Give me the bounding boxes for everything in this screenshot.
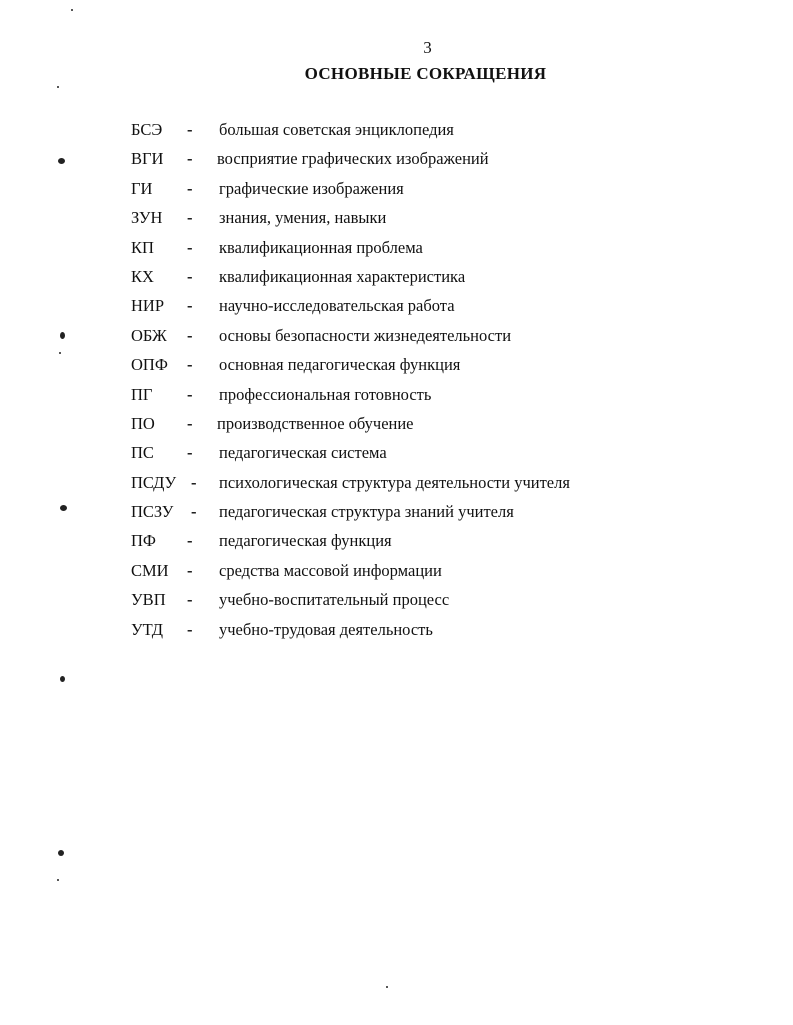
abbreviation-code: ОБЖ xyxy=(131,325,167,345)
abbreviation-definition: учебно-трудовая деятельность xyxy=(219,619,433,639)
abbreviation-code: ВГИ xyxy=(131,149,164,169)
separator-dash: - xyxy=(187,355,193,375)
abbreviation-code: ПСЗУ xyxy=(131,502,174,522)
abbreviation-code: ГИ xyxy=(131,178,153,198)
separator-dash: - xyxy=(187,413,193,433)
abbreviation-code: ПСДУ xyxy=(131,472,177,492)
separator-dash: - xyxy=(187,266,193,286)
abbreviation-code: УТД xyxy=(131,619,163,639)
abbreviation-code: КХ xyxy=(131,266,154,286)
separator-dash: - xyxy=(187,178,193,198)
separator-dash: - xyxy=(187,531,193,551)
scan-speck xyxy=(59,352,61,354)
separator-dash: - xyxy=(187,208,193,228)
abbreviation-code: НИР xyxy=(131,296,165,316)
scan-speck xyxy=(58,158,65,164)
abbreviation-definition: психологическая структура деятельности учителя xyxy=(219,472,570,492)
abbreviation-code: ПГ xyxy=(131,384,153,404)
page-number: 3 xyxy=(423,38,432,57)
scan-speck xyxy=(60,676,65,682)
scan-speck xyxy=(386,986,388,988)
abbreviation-definition: профессиональная готовность xyxy=(219,384,432,404)
abbreviation-definition: знания, умения, навыки xyxy=(219,208,387,228)
abbreviation-definition: основная педагогическая функция xyxy=(219,355,461,375)
abbreviation-definition: производственное обучение xyxy=(217,413,414,433)
abbreviation-code: ОПФ xyxy=(131,355,168,375)
separator-dash: - xyxy=(187,149,193,169)
abbreviation-code: ПФ xyxy=(131,531,156,551)
separator-dash: - xyxy=(187,296,193,316)
abbreviation-definition: графические изображения xyxy=(219,178,404,198)
separator-dash: - xyxy=(187,325,193,345)
abbreviation-code: ПС xyxy=(131,443,154,463)
scan-speck xyxy=(57,86,59,88)
separator-dash: - xyxy=(187,590,193,610)
abbreviation-definition: педагогическая функция xyxy=(219,531,392,551)
abbreviation-definition: большая советская энциклопедия xyxy=(219,120,454,139)
separator-dash: - xyxy=(191,502,197,522)
abbreviation-definition: средства массовой информации xyxy=(219,560,442,580)
abbreviation-definition: научно-исследовательская работа xyxy=(219,296,455,316)
page-title: ОСНОВНЫЕ СОКРАЩЕНИЯ xyxy=(304,64,547,83)
separator-dash: - xyxy=(187,560,193,580)
abbreviation-definition: учебно-воспитательный процесс xyxy=(219,590,450,610)
abbreviation-code: БСЭ xyxy=(131,120,163,139)
abbreviation-definition: педагогическая структура знаний учителя xyxy=(219,502,514,522)
scan-speck xyxy=(57,879,59,881)
abbreviation-code: КП xyxy=(131,237,154,257)
separator-dash: - xyxy=(187,619,193,639)
scan-speck xyxy=(60,332,65,339)
scan-speck xyxy=(71,9,73,11)
scan-speck xyxy=(60,505,67,511)
separator-dash: - xyxy=(187,120,193,139)
abbreviation-code: ЗУН xyxy=(131,208,163,228)
separator-dash: - xyxy=(187,384,193,404)
scan-speck xyxy=(58,850,64,856)
separator-dash: - xyxy=(187,237,193,257)
separator-dash: - xyxy=(191,472,197,492)
abbreviation-code: ПО xyxy=(131,413,155,433)
separator-dash: - xyxy=(187,443,193,463)
abbreviation-definition: восприятие графических изображений xyxy=(217,149,489,169)
abbreviation-definition: основы безопасности жизнедеятельности xyxy=(219,325,512,345)
abbreviation-definition: квалификационная характеристика xyxy=(219,266,466,286)
abbreviation-code: СМИ xyxy=(131,560,169,580)
abbreviation-code: УВП xyxy=(131,590,166,610)
abbreviation-definition: квалификационная проблема xyxy=(219,237,423,257)
abbreviation-definition: педагогическая система xyxy=(219,443,387,463)
